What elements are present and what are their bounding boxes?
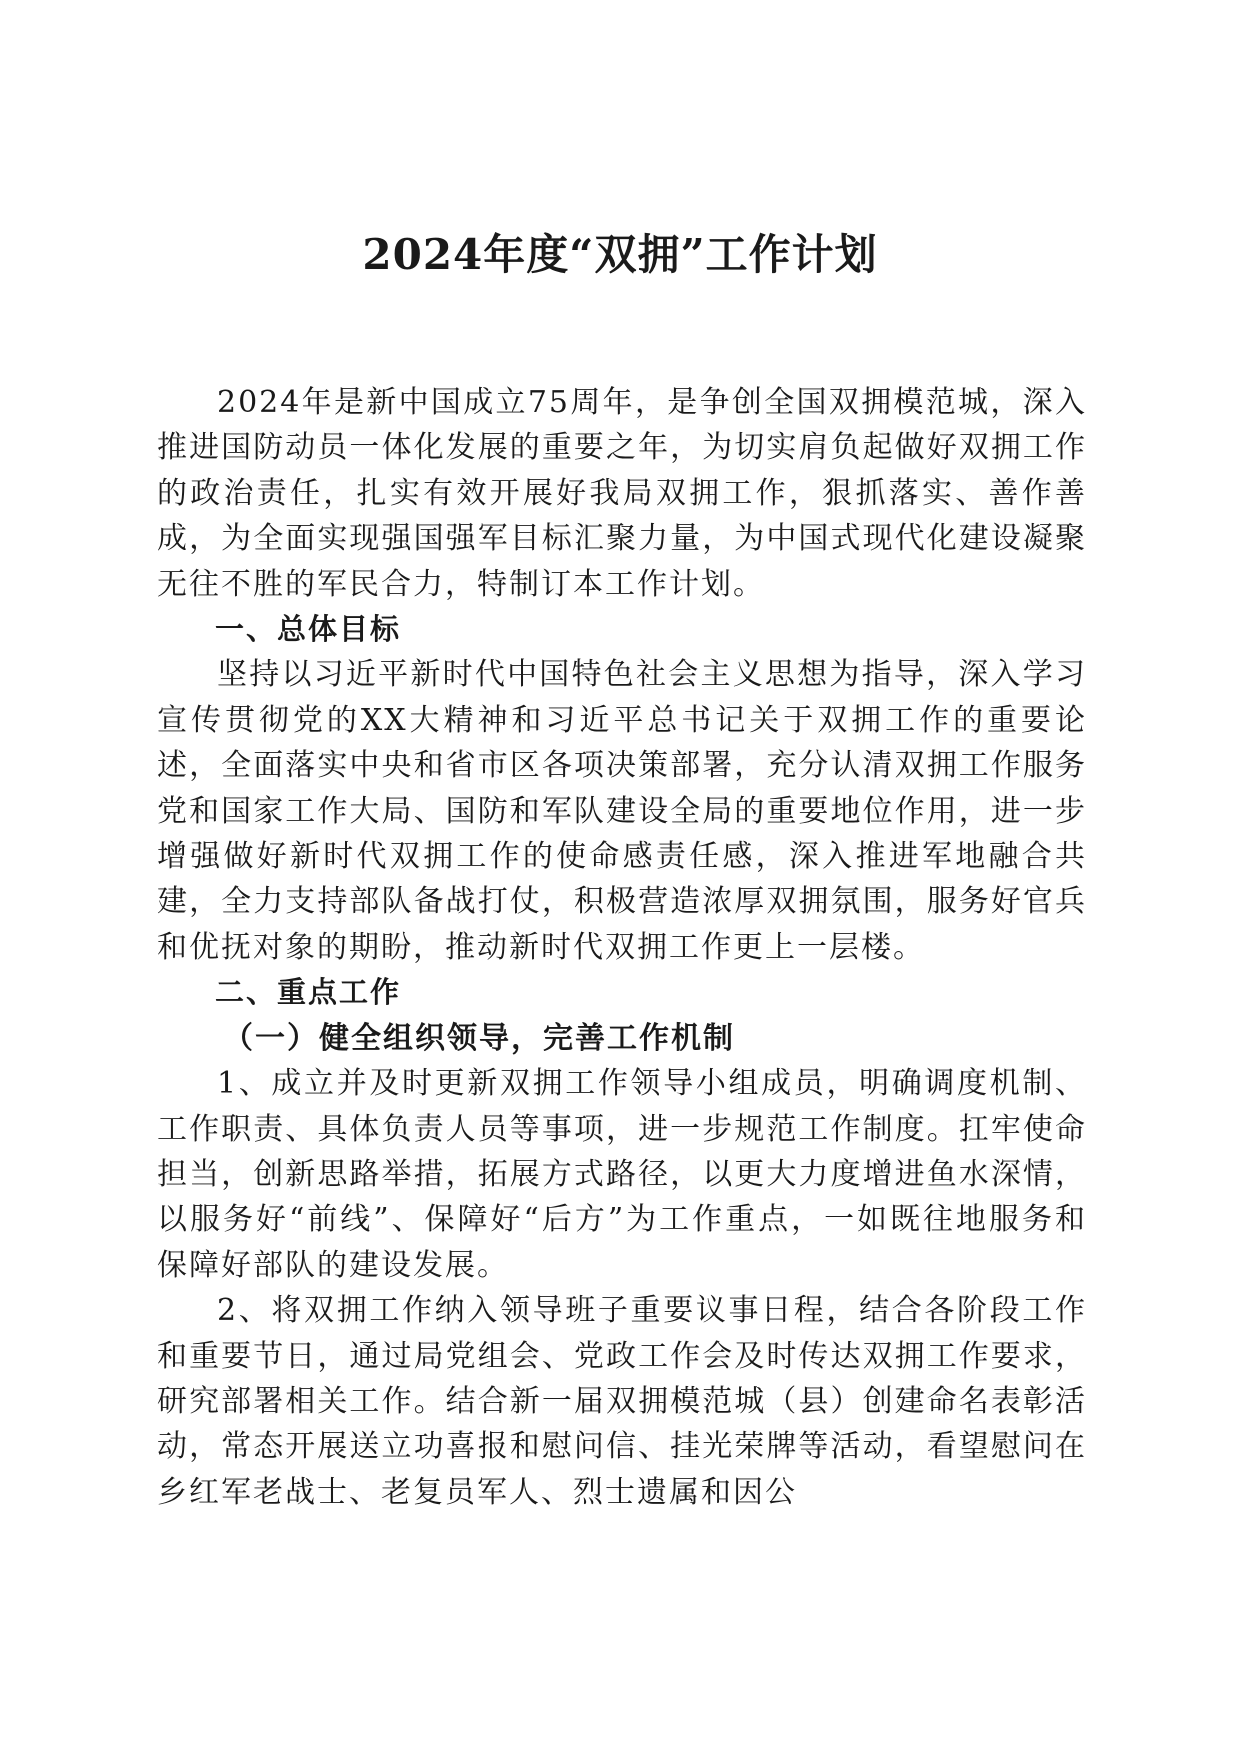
intro-paragraph: 2024年是新中国成立75周年，是争创全国双拥模范城，深入推进国防动员一体化发展的重要之年，为切实肩负起做好双拥工作的政治责任，扎实有效开展好我局双拥工作，狠抓落实、善作善成，为全面实现强国强军目标汇聚力量，为中国式现代化建设凝聚无往不胜的军民合力，特制订本工作计划。 xyxy=(157,385,1087,602)
section-heading-overall-goal: 一、总体目标 xyxy=(215,612,402,647)
section-heading-key-work: 二、重点工作 xyxy=(215,975,402,1010)
work-item-2: 2、将双拥工作纳入领导班子重要议事日程，结合各阶段工作和重要节日，通过局党组会、党政工作会及时传达双拥工作要求，研究部署相关工作。结合新一届双拥模范城（县）创建命名表彰活动，常态开展送立功喜报和慰问信、挂光荣牌等活动，看望慰问在乡红军老战士、老复员军人、烈士遗属和因公 xyxy=(157,1293,1087,1510)
document-body xyxy=(157,380,1087,1515)
overall-goal-paragraph: 坚持以习近平新时代中国特色社会主义思想为指导，深入学习宣传贯彻党的XX大精神和习近平总书记关于双拥工作的重要论述，全面落实中央和省市区各项决策部署，充分认清双拥工作服务党和国家工作大局、国防和军队建设全局的重要地位作用，进一步增强做好新时代双拥工作的使命感责任感，深入推进军地融合共建，全力支持部队备战打仗，积极营造浓厚双拥氛围，服务好官兵和优抚对象的期盼，推动新时代双拥工作更上一层楼。 xyxy=(157,657,1087,965)
work-item-1: 1、成立并及时更新双拥工作领导小组成员，明确调度机制、工作职责、具体负责人员等事项，进一步规范工作制度。扛牢使命担当，创新思路举措，拓展方式路径，以更大力度增进鱼水深情，以服务好“前线”、保障好“后方”为工作重点，一如既往地服务和保障好部队的建设发展。 xyxy=(157,1066,1087,1283)
subsection-heading-organization: （一）健全组织领导，完善工作机制 xyxy=(223,1020,735,1056)
document-title: 2024年度“双拥”工作计划 xyxy=(362,230,878,279)
